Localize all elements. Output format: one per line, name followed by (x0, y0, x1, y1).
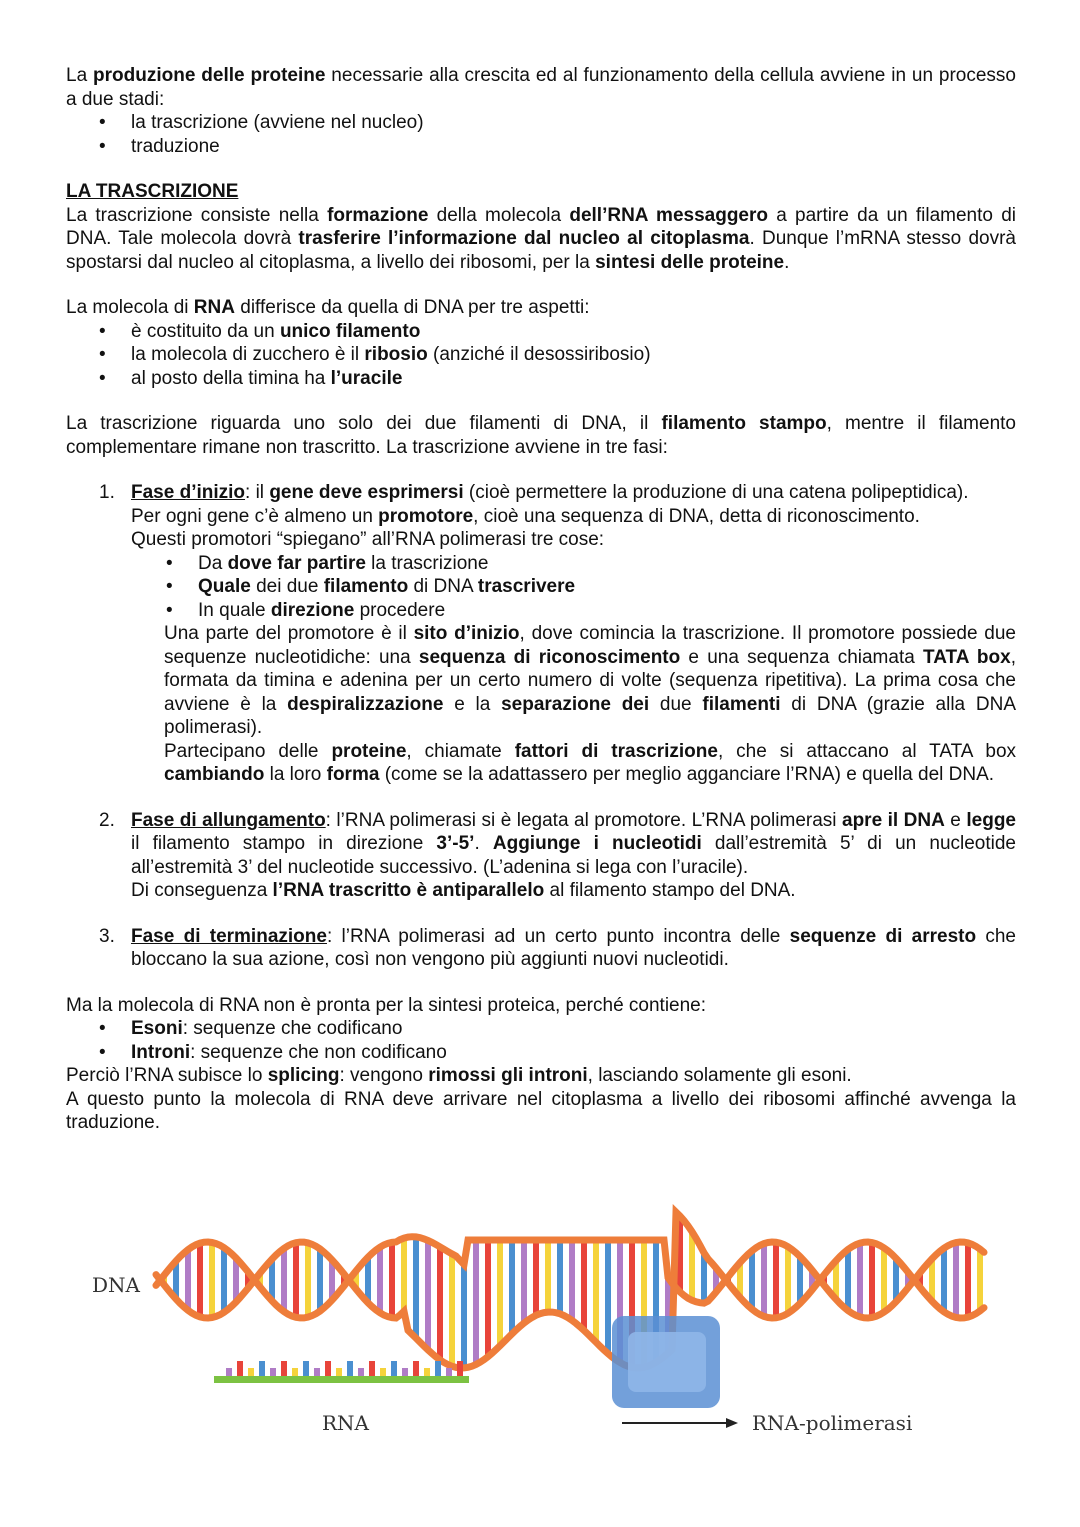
rna-bases (226, 1361, 463, 1376)
list-item: • In quale direzione procedere (166, 599, 1016, 623)
factors-paragraph: Partecipano delle proteine, chiamate fattori di trascrizione, che si attaccano al TATA box cambiando la loro forma (come se la adattassero per meglio agganciare l’RNA) e quella del DNA. (164, 740, 1017, 785)
stages-list (66, 111, 1016, 158)
rna-base (248, 1368, 254, 1376)
rna-base (325, 1361, 331, 1376)
phase-inizio: 1. Fase d’inizio: il gene deve esprimersi (cioè permettere la produzione di una catena polipeptidica). Per ogni gene c’è almeno un promotore, cioè una sequenza di DNA, detta di riconoscimento. Questi promotori “spiegano” all’RNA polimerasi tre cose: • Da dove far partire la trascrizione • Quale dei due filamento di DNA trascrivere • In quale direzione procedere Una parte del promotore è il sito d’inizio, dove comincia la trascrizione. Il promotore possiede due sequenze nucleotidiche: una sequenza di riconoscimento e una sequenza chiamata TATA box, formata da timina e adenina per un certo numero di volte (sequenza ripetitiva). La prima cosa che avviene è la despiralizzazione e la separazione dei due filamenti di DNA (grazie alla DNA polimerasi). Partecipano delle proteine, chiamate fattori di trascrizione, che si attaccano al TATA box cambiando la loro forma (come se la adattassero per meglio agganciare l’RNA) e quella del DNA. (99, 481, 1016, 787)
list-item: • la molecola di zucchero è il ribosio (anziché il desossiribosio) (99, 343, 1016, 367)
rna-diff-intro: La molecola di RNA differisce da quella di DNA per tre aspetti: (66, 297, 590, 318)
promoter-list (164, 552, 1016, 623)
rna-base (259, 1361, 265, 1376)
list-item: • al posto della timina ha l’uracile (99, 367, 1016, 391)
rna-diff-list (66, 320, 1016, 391)
rna-base (292, 1368, 298, 1376)
rna-base (402, 1368, 408, 1376)
rna-base (369, 1361, 375, 1376)
rna-base (424, 1368, 430, 1376)
phase-number: 3. (99, 925, 115, 947)
polymerase-label: RNA-polimerasi (752, 1411, 913, 1435)
list-item: • Quale dei due filamento di DNA trascrivere (166, 575, 1016, 599)
rna-base (270, 1368, 276, 1376)
rna-base (226, 1368, 232, 1376)
rna-base (391, 1361, 397, 1376)
rna-label: RNA (322, 1411, 370, 1435)
rna-base (314, 1368, 320, 1376)
list-item: • la trascrizione (avviene nel nucleo) (99, 111, 1016, 135)
exon-intron-list (66, 1017, 1016, 1064)
splicing-paragraph: Perciò l’RNA subisce lo splicing: vengono rimossi gli introni, lasciando solamente gli esoni. (66, 1065, 852, 1086)
filamento-paragraph: La trascrizione riguarda uno solo dei due filamenti di DNA, il filamento stampo, mentre il filamento complementare rimane non trascritto. La trascrizione avviene in tre fasi: (66, 413, 1016, 458)
rna-base (347, 1361, 353, 1376)
list-item: • Introni: sequenze che non codificano (99, 1041, 1016, 1065)
rna-base (380, 1368, 386, 1376)
rna-strand (214, 1376, 469, 1383)
rna-base (281, 1361, 287, 1376)
rna-base (358, 1368, 364, 1376)
outro-intro: Ma la molecola di RNA non è pronta per la sintesi proteica, perché contiene: (66, 994, 707, 1016)
rna-base (303, 1361, 309, 1376)
rna-polymerase (612, 1316, 720, 1408)
phase-title: Fase di allungamento (131, 809, 326, 831)
phase-title: Fase di terminazione (131, 925, 327, 947)
phase-title: Fase d’inizio (131, 482, 246, 503)
rna-base (457, 1361, 463, 1376)
phases-list (66, 481, 1016, 972)
rna-base (435, 1361, 441, 1376)
list-item: • Esoni: sequenze che codificano (99, 1017, 1016, 1041)
arrow-head-icon (726, 1418, 738, 1428)
trascrizione-paragraph: La trascrizione consiste nella formazione della molecola dell’RNA messaggero a partire da un filamento di DNA. Tale molecola dovrà trasferire l’informazione dal nucleo al citoplasma. Dunque l’mRNA stesso dovrà spostarsi dal nucleo al citoplasma, a livello dei ribosomi, per la sintesi delle proteine. (66, 204, 1016, 273)
intro-paragraph: La produzione delle proteine necessarie alla crescita ed al funzionamento della cellula avviene in un processo a due stadi: (66, 65, 1017, 110)
section-heading: LA TRASCRIZIONE (66, 181, 239, 202)
phase-number: 2. (99, 809, 115, 831)
document-body (66, 64, 1016, 1135)
transcription-figure (66, 1170, 1016, 1470)
list-item: • Da dove far partire la trascrizione (166, 552, 1016, 576)
dna-label: DNA (92, 1273, 140, 1297)
rna-base (446, 1368, 452, 1376)
rna-base (237, 1361, 243, 1376)
list-item: • è costituito da un unico filamento (99, 320, 1016, 344)
rna-base (336, 1368, 342, 1376)
phase-allungamento: 2. Fase di allungamento: l’RNA polimerasi si è legata al promotore. L’RNA polimerasi apre il DNA e legge il filamento stampo in direzione 3’-5’. Aggiunge i nucleotidi dall’estremità 5’ di un nucleotide all’estremità 3’ del nucleotide successivo. (L’adenina si lega con l’uracile). Di conseguenza l’RNA trascritto è antiparallelo al filamento stampo del DNA. (99, 809, 1016, 901)
transcription-diagram (66, 1170, 1016, 1470)
final-paragraph: A questo punto la molecola di RNA deve arrivare nel citoplasma a livello dei ribosomi affinché avvenga la traduzione. (66, 1088, 1016, 1133)
phase-terminazione: 3. Fase di terminazione: l’RNA polimerasi ad un certo punto incontra delle sequenze di arresto che bloccano la sua azione, così non vengono più aggiunti nuovi nucleotidi. (99, 925, 1016, 970)
rna-base (413, 1361, 419, 1376)
phase-number: 1. (99, 482, 115, 503)
promoter-paragraph: Una parte del promotore è il sito d’inizio, dove comincia la trascrizione. Il promotore possiede due sequenze nucleotidiche: una sequenza di riconoscimento e una sequenza chiamata TATA box, formata da timina e adenina per un certo numero di volte (sequenza ripetitiva). La prima cosa che avviene è la despiralizzazione e la separazione dei due filamenti di DNA (grazie alla DNA polimerasi). (164, 623, 1016, 738)
list-item: • traduzione (99, 135, 1016, 159)
